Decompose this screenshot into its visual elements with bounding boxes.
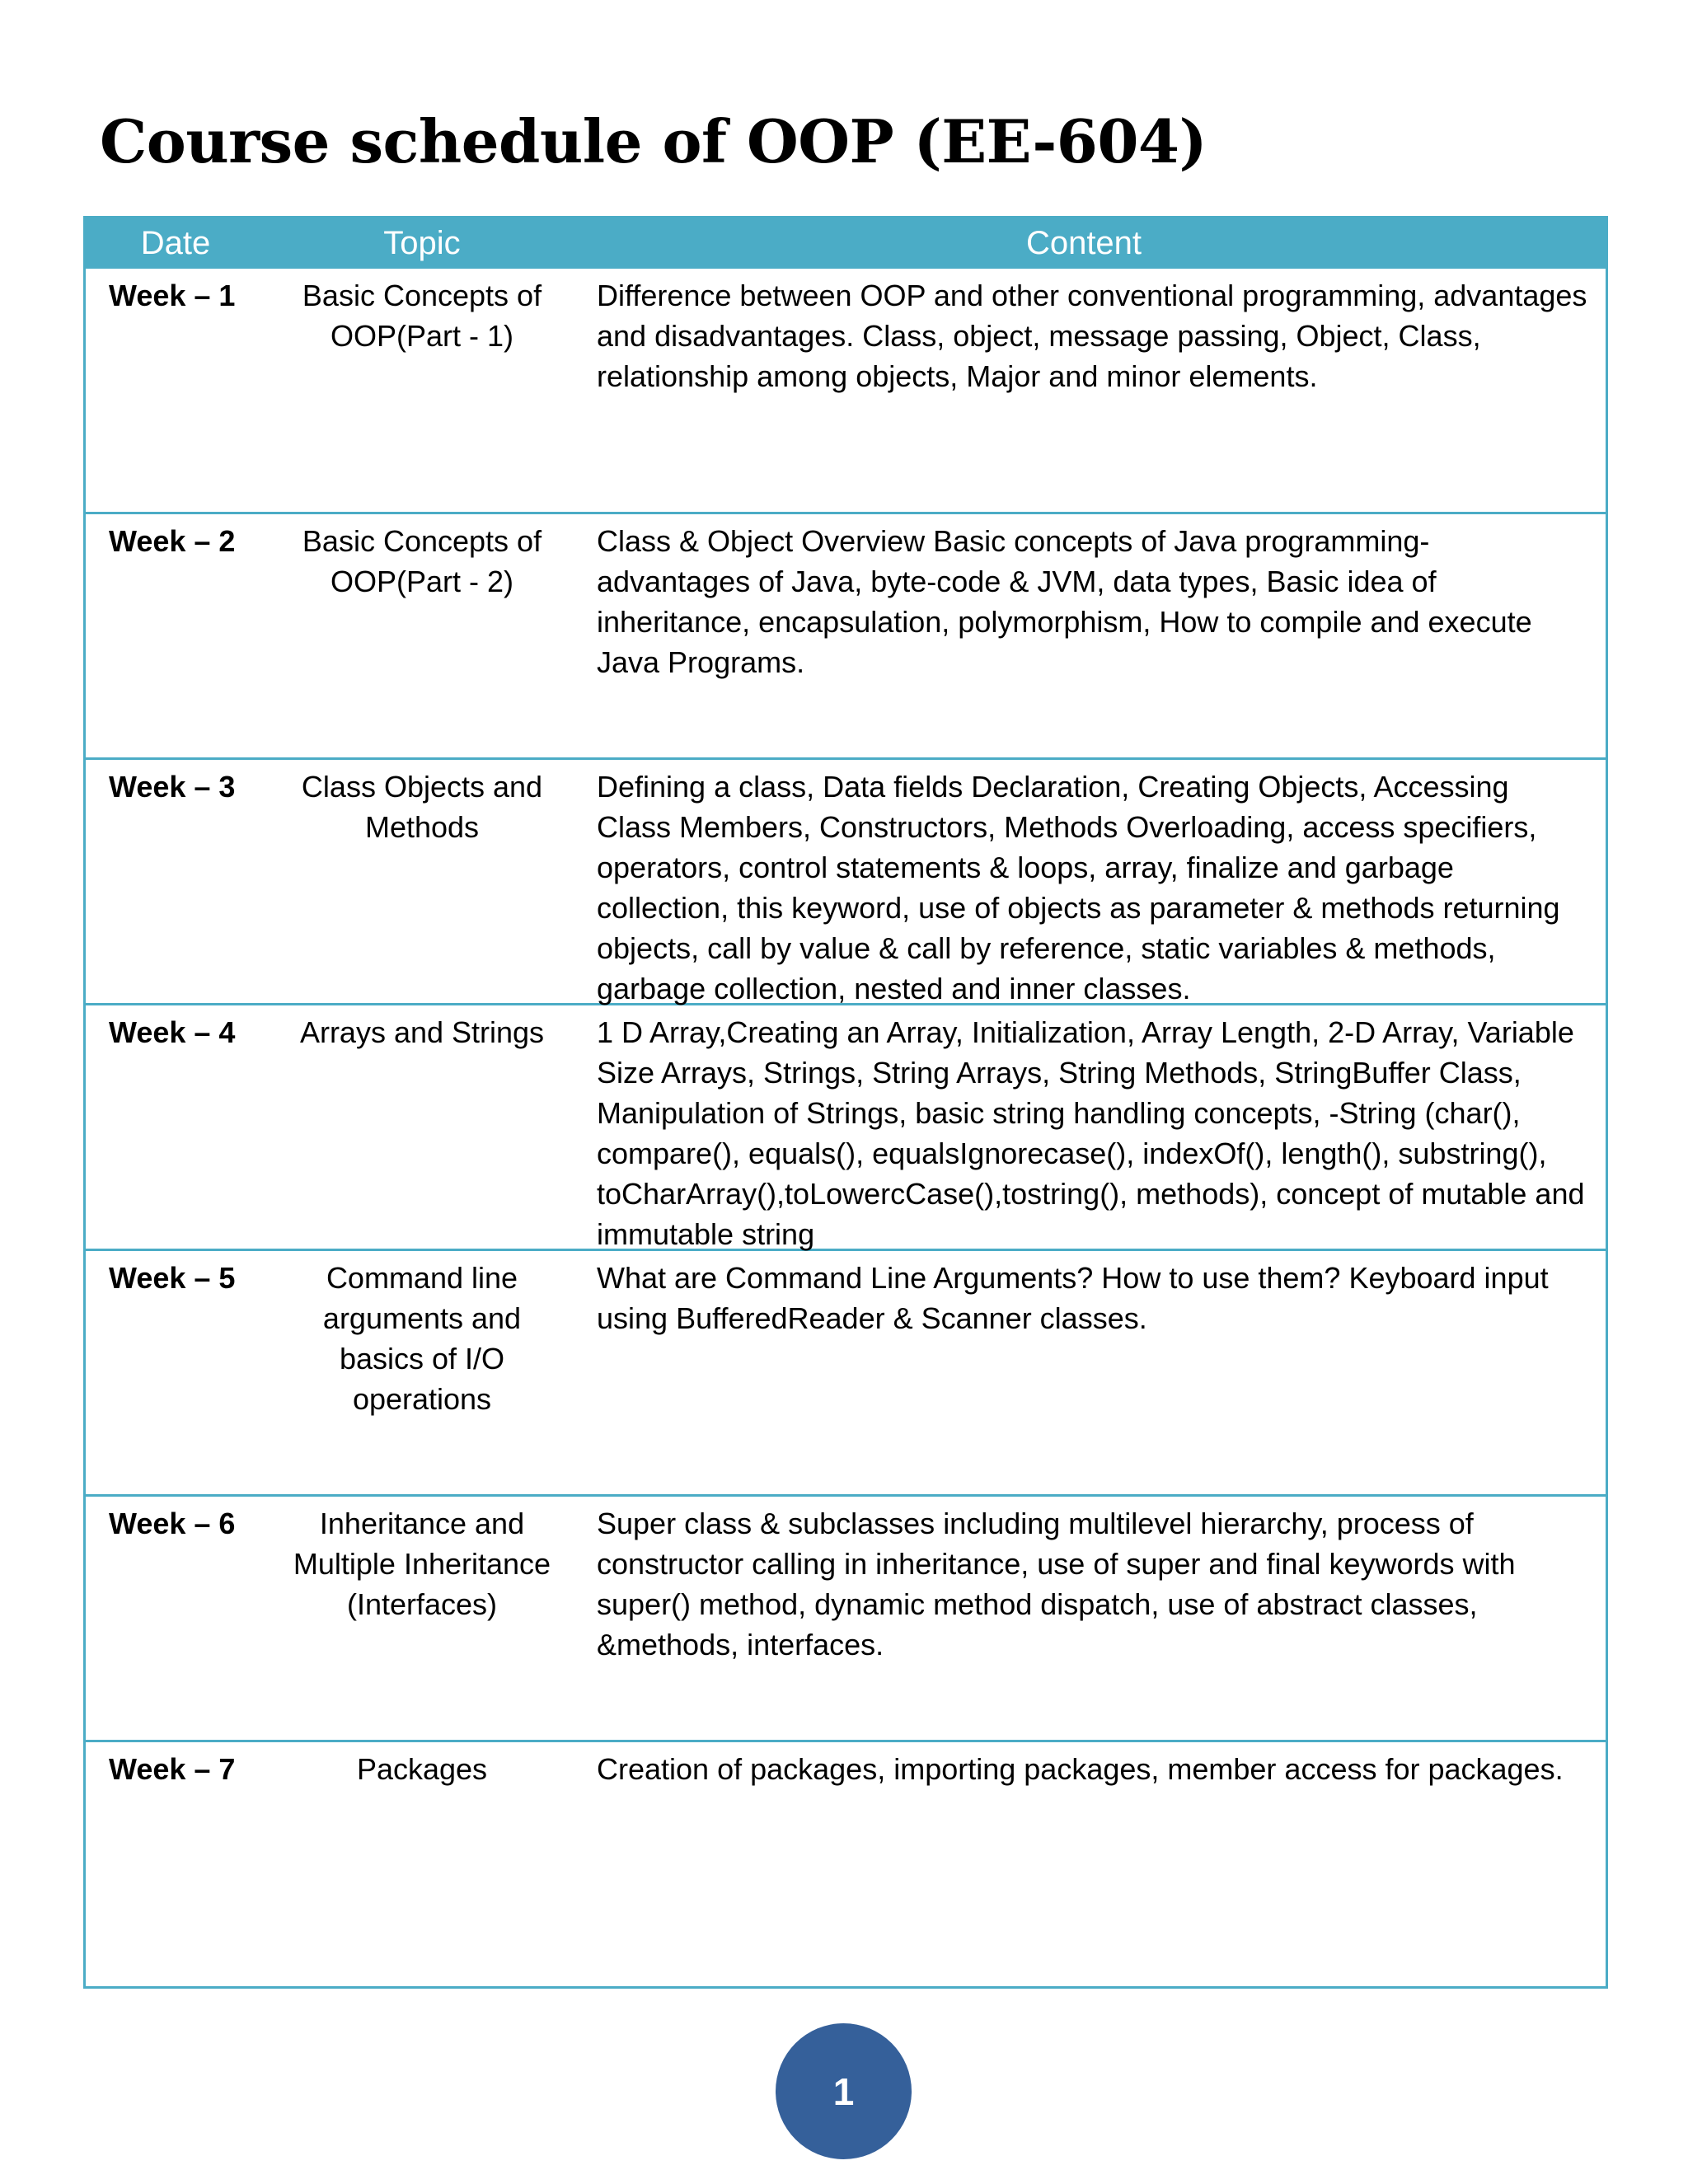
row-content: Defining a class, Data fields Declaration, Creating Objects, Accessing Class Members, Constructors, Methods Overloading, access specifiers, operators, control statements & loops, array, finalize and garbage collection, this keyword, use of objects as parameter & methods returning objects, call by value & call by reference, static variables & methods, garbage collection, nested and inner classes.	[597, 770, 1560, 1005]
page-title: Course schedule of OOP (EE-604)	[100, 106, 1207, 176]
table-row	[86, 514, 1606, 760]
schedule-table	[83, 216, 1608, 1989]
row-date: Week – 1	[109, 279, 236, 312]
row-content: What are Command Line Arguments? How to use them? Keyboard input using BufferedReader & Scanner classes.	[597, 1261, 1549, 1335]
table-row	[86, 760, 1606, 1005]
row-topic: Arrays and Strings	[299, 1015, 545, 1049]
table-row	[86, 1497, 1606, 1742]
table-row	[86, 1251, 1606, 1497]
row-date: Week – 2	[109, 524, 236, 558]
row-topic: Class Objects and Methods	[301, 770, 543, 844]
row-topic: Packages	[356, 1752, 488, 1786]
row-date: Week – 7	[109, 1752, 236, 1786]
row-content: Difference between OOP and other conventional programming, advantages and disadvantages. Class, object, message passing, Object, Class, relationship among objects, Major and minor elements.	[597, 279, 1587, 393]
row-date: Week – 5	[109, 1261, 236, 1295]
table-header-row	[86, 218, 1606, 269]
table-row	[86, 1742, 1606, 1986]
header-topic: Topic	[383, 225, 461, 261]
page-number-badge: 1	[776, 2023, 912, 2159]
row-date: Week – 6	[109, 1507, 236, 1540]
row-date: Week – 3	[109, 770, 236, 804]
row-date: Week – 4	[109, 1015, 236, 1049]
row-content: Creation of packages, importing packages, member access for packages.	[597, 1752, 1564, 1786]
row-content: Super class & subclasses including multilevel hierarchy, process of constructor calling in inheritance, use of super and final keywords with super() method, dynamic method dispatch, use of abstract classes, &methods, interfaces.	[597, 1507, 1516, 1661]
table-row	[86, 1005, 1606, 1251]
table-row	[86, 269, 1606, 514]
row-content: 1 D Array,Creating an Array, Initialization, Array Length, 2-D Array, Variable Size Arrays, Strings, String Arrays, String Methods, StringBuffer Class, Manipulation of Strings, basic string handling concepts, -String (char(), compare(), equals(), equalsIgnorecase(), indexOf(), length(), substring(), toCharArray(),toLowercCase(),tostring(), methods), concept of mutable and immutable string	[597, 1015, 1585, 1251]
row-topic: Basic Concepts of OOP(Part - 1)	[302, 279, 542, 353]
row-content: Class & Object Overview Basic concepts of Java programming- advantages of Java, byte-code & JVM, data types, Basic idea of inheritance, encapsulation, polymorphism, How to compile and execute Java Programs.	[597, 524, 1532, 679]
row-topic: Command line arguments and basics of I/O operations	[322, 1261, 522, 1416]
row-topic: Basic Concepts of OOP(Part - 2)	[302, 524, 542, 598]
row-topic: Inheritance and Multiple Inheritance (Interfaces)	[293, 1507, 551, 1621]
header-content: Content	[1025, 225, 1142, 261]
header-date: Date	[140, 225, 211, 261]
